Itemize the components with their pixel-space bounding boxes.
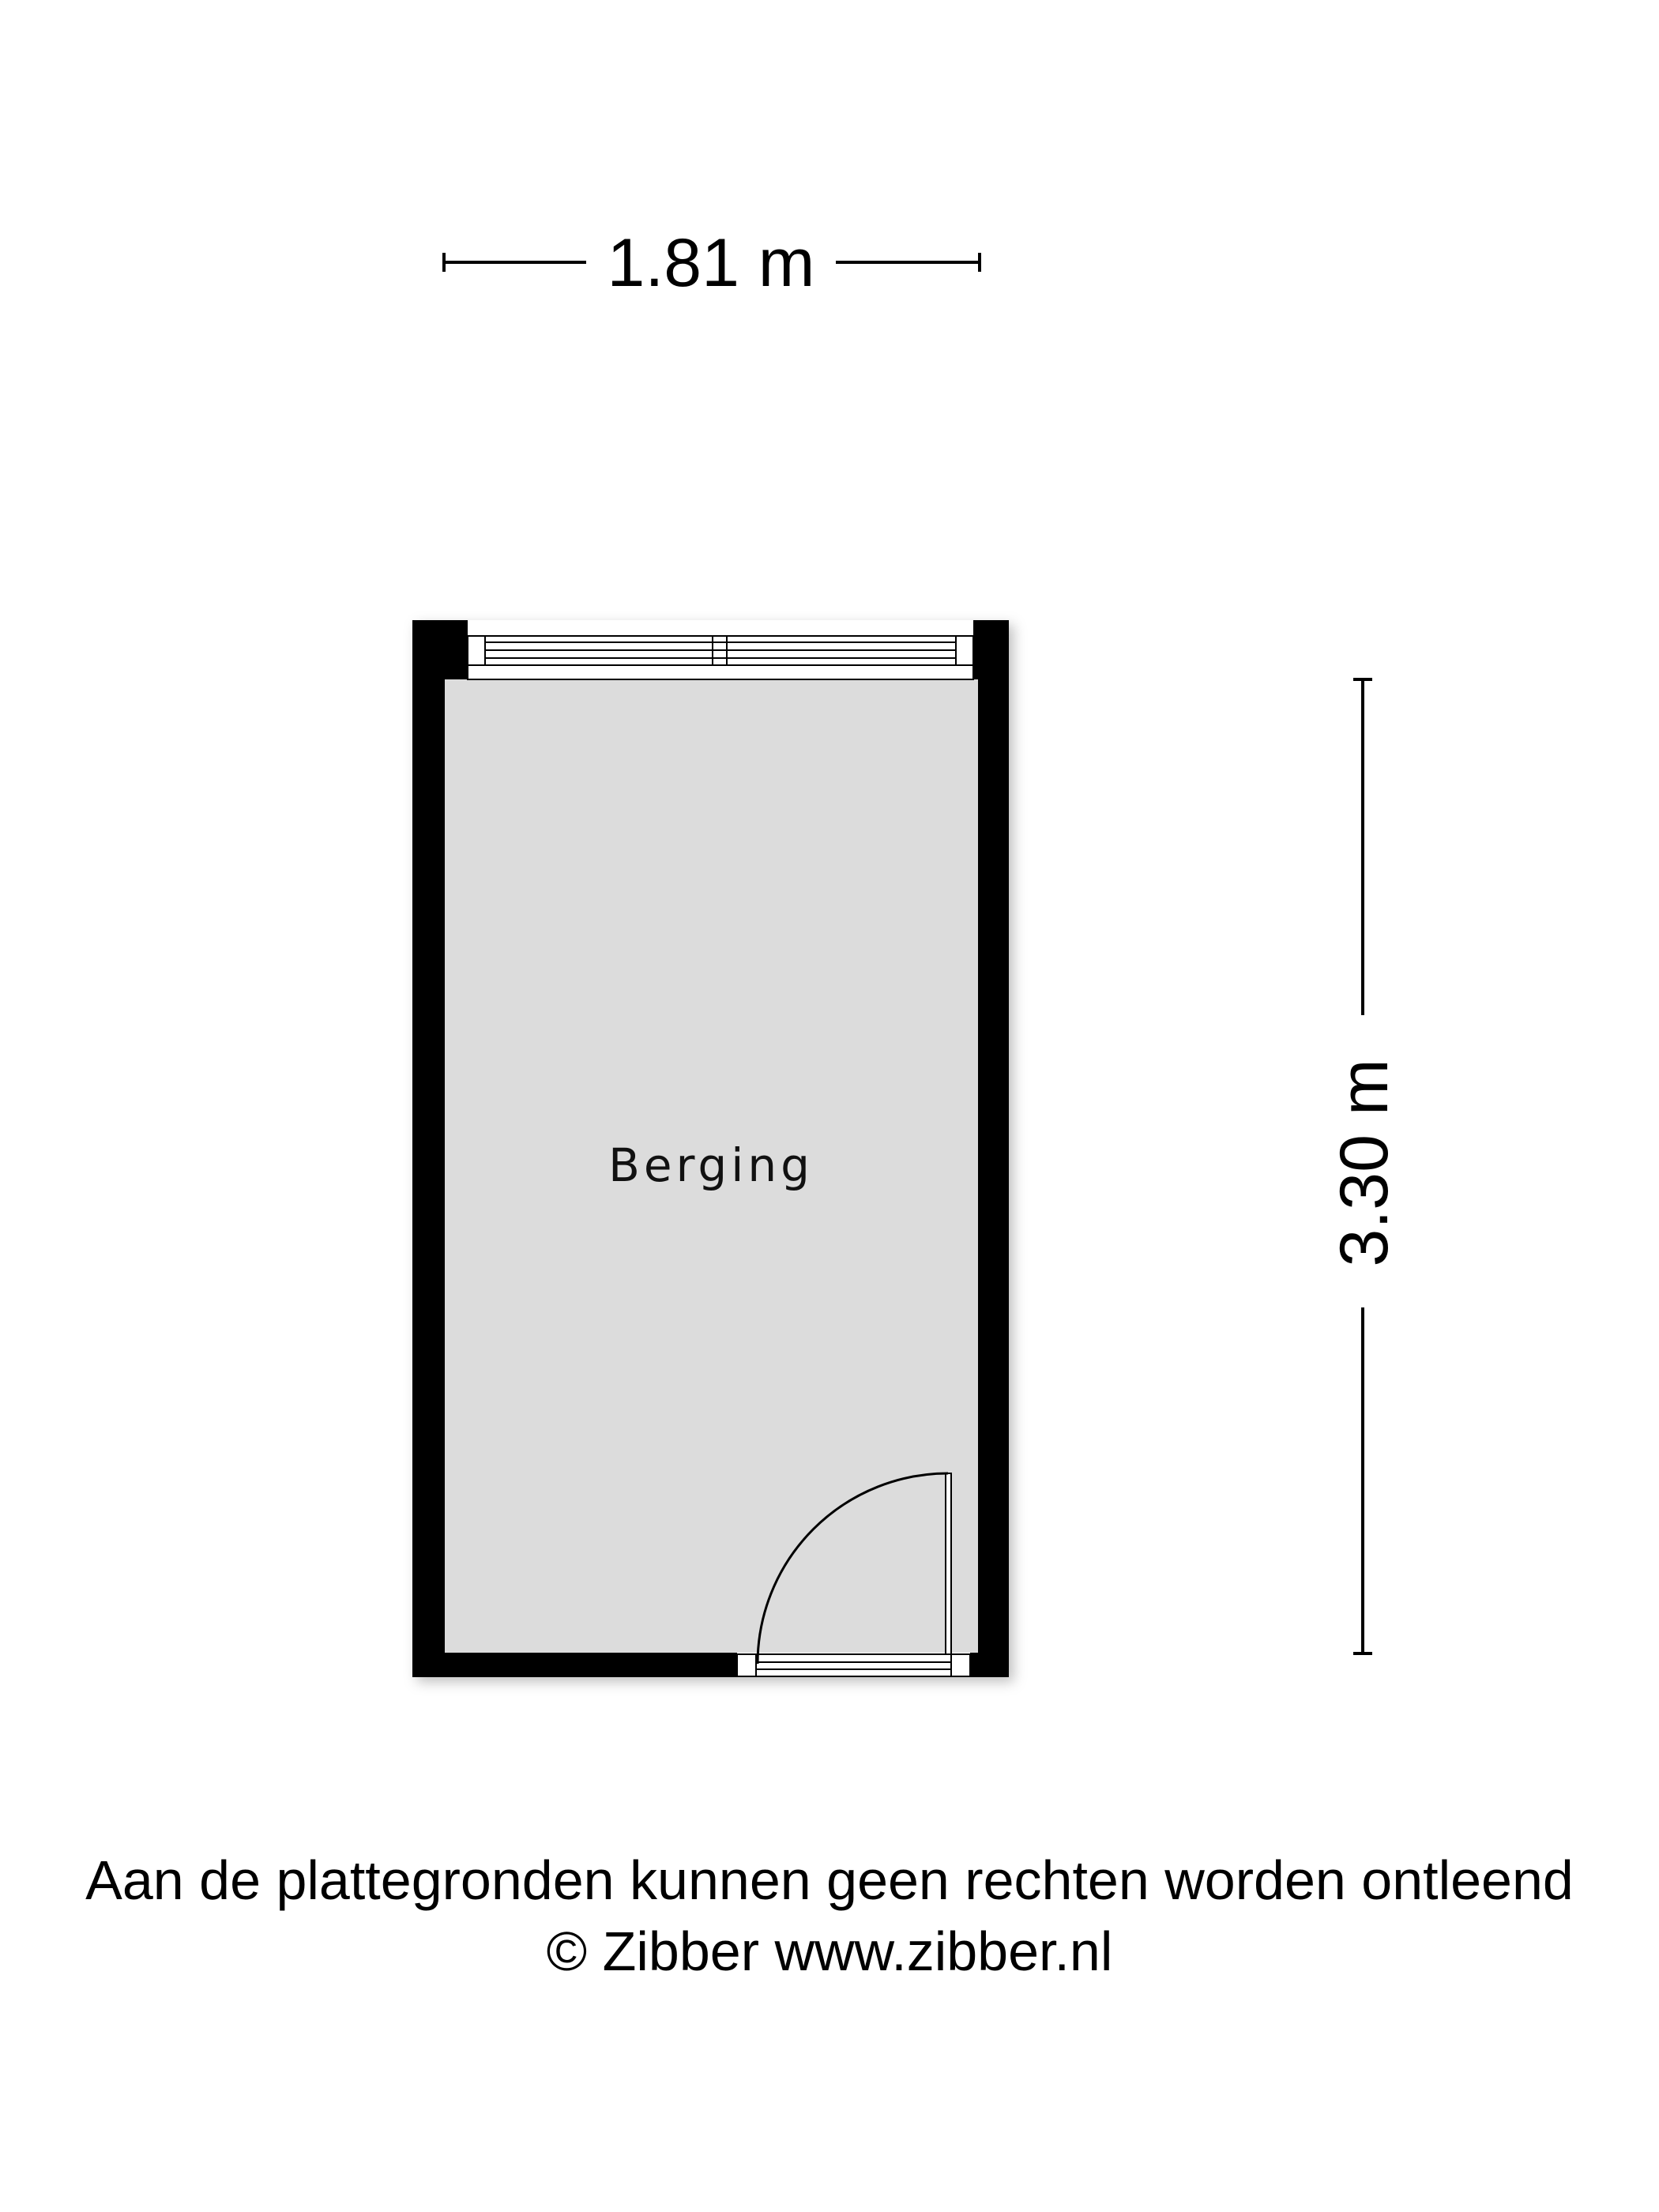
width-label: 1.81 m: [607, 225, 815, 301]
width-dimension: [444, 225, 980, 301]
height-label: 3.30 m: [1326, 1059, 1402, 1267]
door-leaf: [946, 1473, 951, 1654]
footer-copyright: © Zibber www.zibber.nl: [546, 1920, 1113, 1982]
room-label: Berging: [608, 1138, 814, 1192]
height-dimension: [1326, 679, 1402, 1653]
window-top: [468, 620, 973, 679]
footer-disclaimer: Aan de plattegronden kunnen geen rechten worden ontleend: [85, 1849, 1574, 1911]
